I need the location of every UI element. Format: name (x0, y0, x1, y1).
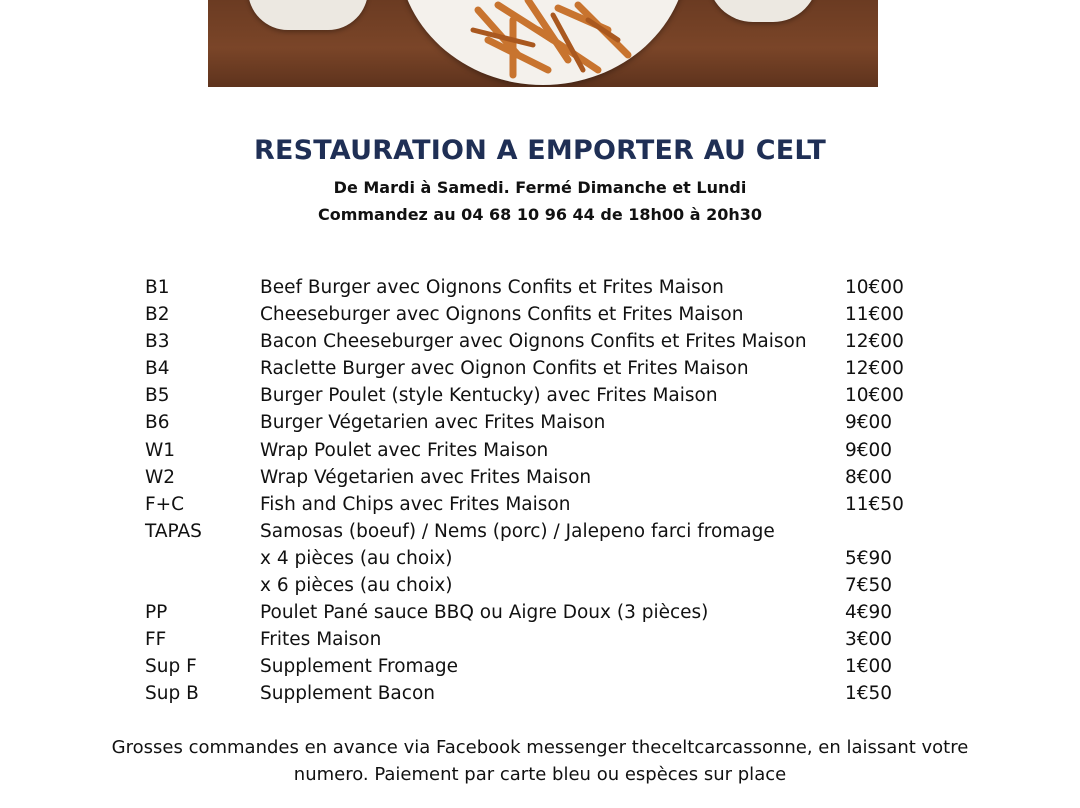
menu-item-code: F+C (145, 493, 185, 515)
menu-item (145, 274, 945, 301)
menu-item-price: 1€00 (845, 656, 893, 678)
menu-item-code: Sup F (145, 656, 197, 678)
menu-item-code: W1 (145, 439, 176, 461)
menu-list (145, 274, 945, 708)
menu-item-price: 12€00 (845, 331, 904, 353)
menu-item-code: Sup B (145, 683, 199, 705)
side-bowl-left (248, 0, 368, 30)
menu-item-description: Burger Végetarien avec Frites Maison (260, 412, 606, 434)
menu-item-description: x 4 pièces (au choix) (260, 547, 453, 569)
menu-item-description: Wrap Végetarien avec Frites Maison (260, 466, 592, 488)
menu-item-description: Cheeseburger avec Oignons Confits et Frites Maison (260, 304, 744, 326)
fries-illustration (458, 0, 648, 80)
menu-item-code: W2 (145, 466, 176, 488)
menu-item (145, 409, 945, 436)
page-title: RESTAURATION A EMPORTER AU CELT (254, 135, 826, 166)
menu-item-description: Samosas (boeuf) / Nems (porc) / Jalepeno farci fromage (260, 520, 775, 542)
menu-item-code: B6 (145, 412, 170, 434)
menu-item (145, 301, 945, 328)
menu-item-description: Poulet Pané sauce BBQ ou Aigre Doux (3 pièces) (260, 602, 709, 624)
menu-item (145, 382, 945, 409)
menu-item-code: TAPAS (145, 520, 202, 542)
menu-item (145, 680, 945, 707)
menu-item-description: Supplement Fromage (260, 656, 459, 678)
footer-note (0, 734, 1080, 788)
menu-item (145, 464, 945, 491)
menu-item-price: 11€00 (845, 304, 904, 326)
footer-line-1: Grosses commandes en avance via Facebook messenger theceltcarcassonne, en laissant votre (111, 737, 969, 758)
menu-item-description: Wrap Poulet avec Frites Maison (260, 439, 549, 461)
menu-item-description: x 6 pièces (au choix) (260, 575, 453, 597)
menu-item-description: Beef Burger avec Oignons Confits et Frites Maison (260, 277, 724, 298)
menu-item-code: FF (145, 629, 167, 651)
menu-item-description: Fish and Chips avec Frites Maison (260, 493, 571, 515)
menu-item (145, 626, 945, 653)
menu-item-code: B1 (145, 277, 170, 298)
menu-item-price: 12€00 (845, 358, 904, 380)
menu-item-price: 5€90 (845, 547, 893, 569)
menu-item-price: 4€90 (845, 602, 893, 624)
menu-item (145, 545, 945, 572)
menu-item-description: Burger Poulet (style Kentucky) avec Frites Maison (260, 385, 718, 407)
menu-item-price: 11€50 (845, 493, 904, 515)
menu-item-price: 10€00 (845, 385, 904, 407)
menu-item (145, 599, 945, 626)
menu-item (145, 437, 945, 464)
menu-item-price: 10€00 (845, 277, 904, 298)
menu-item-code: B3 (145, 331, 170, 353)
menu-item (145, 355, 945, 382)
menu-item-description: Bacon Cheeseburger avec Oignons Confits et Frites Maison (260, 331, 807, 353)
menu-item-price: 3€00 (845, 629, 893, 651)
menu-item-price: 9€00 (845, 412, 893, 434)
menu-item-price: 9€00 (845, 439, 893, 461)
menu-item (145, 518, 945, 545)
menu-item-code: PP (145, 602, 168, 624)
menu-item-price: 8€00 (845, 466, 893, 488)
menu-item-code: B5 (145, 385, 170, 407)
opening-hours: De Mardi à Samedi. Fermé Dimanche et Lundi (333, 178, 747, 197)
menu-item-description: Supplement Bacon (260, 683, 435, 705)
menu-item (145, 653, 945, 680)
menu-item (145, 491, 945, 518)
menu-item-price: 7€50 (845, 575, 893, 597)
menu-item (145, 328, 945, 355)
footer-line-2: numero. Paiement par carte bleu ou espèces sur place (293, 764, 787, 785)
menu-item (145, 572, 945, 599)
menu-item-code: B4 (145, 358, 170, 380)
food-photo (208, 0, 878, 87)
menu-item-code: B2 (145, 304, 170, 326)
menu-item-description: Frites Maison (260, 629, 382, 651)
order-phone-line: Commandez au 04 68 10 96 44 de 18h00 à 20h30 (317, 205, 763, 224)
side-bowl-right (708, 0, 818, 22)
menu-item-price: 1€50 (845, 683, 893, 705)
menu-item-description: Raclette Burger avec Oignon Confits et Frites Maison (260, 358, 749, 380)
